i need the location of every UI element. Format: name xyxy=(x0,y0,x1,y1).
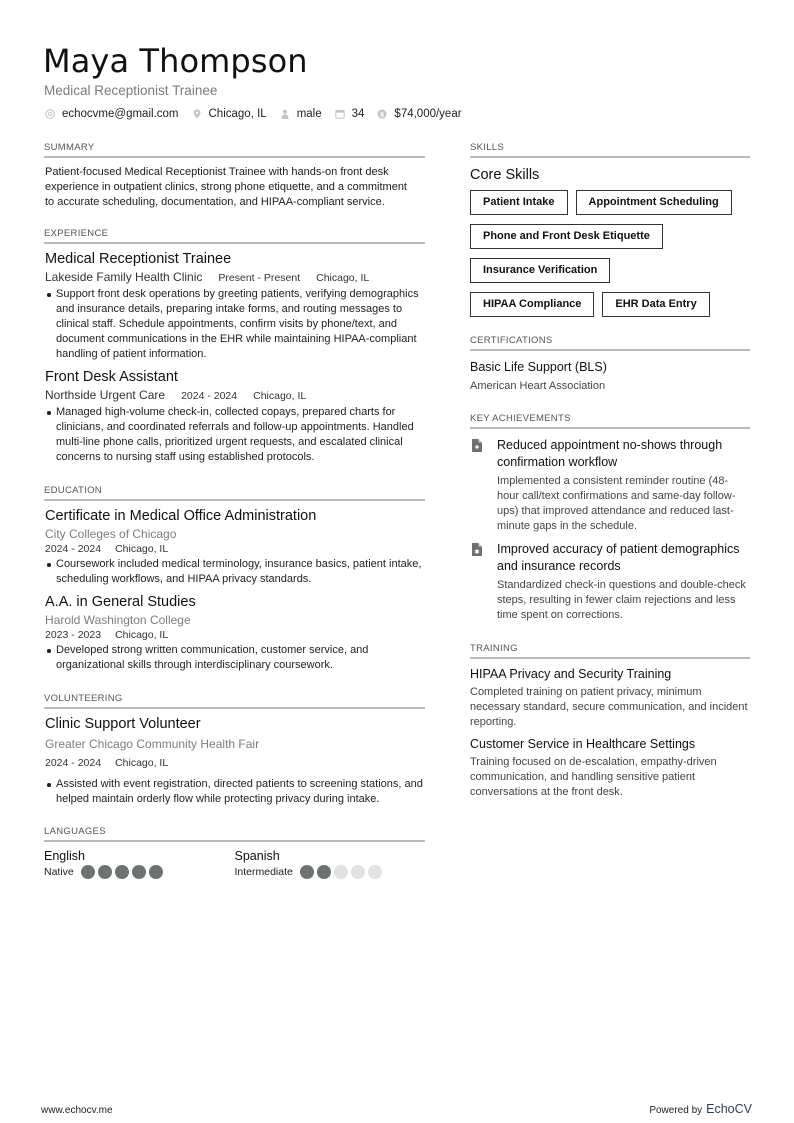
education-section xyxy=(44,485,425,673)
contact-email-value: echocvme@gmail.com xyxy=(62,108,179,120)
dot-filled xyxy=(132,865,146,879)
language-level: Intermediate xyxy=(234,866,293,878)
brand-link[interactable]: EchoCV xyxy=(706,1102,752,1116)
dot-filled xyxy=(81,865,95,879)
entry-title: A.A. in General Studies xyxy=(45,594,196,610)
training-item xyxy=(470,666,750,730)
training-title: Customer Service in Healthcare Settings xyxy=(470,737,696,751)
bullet-item: Assisted with event registration, directed patients to screening stations, and helped maintain orderly flow while protecting privacy during intake. xyxy=(45,777,425,807)
entry-meta xyxy=(45,388,425,402)
contact-age-value: 34 xyxy=(351,108,365,120)
entry-location: Chicago, IL xyxy=(115,629,169,641)
entry-meta xyxy=(45,756,425,770)
volunteering-section xyxy=(44,693,425,807)
language-level-row xyxy=(235,865,426,879)
dot-filled xyxy=(300,865,314,879)
education-entry xyxy=(44,507,425,587)
entry-bullets xyxy=(45,405,425,465)
language-list xyxy=(44,848,425,879)
section-heading: EXPERIENCE xyxy=(44,228,425,244)
skill-tags xyxy=(470,190,750,326)
section-heading: VOLUNTEERING xyxy=(44,693,425,709)
skill-tag: EHR Data Entry xyxy=(602,292,709,317)
entry-dates: Present - Present xyxy=(218,272,301,284)
achievement-title: Reduced appointment no-shows through confirmation workflow xyxy=(497,438,723,469)
language-level-row xyxy=(44,865,235,879)
section-heading: SKILLS xyxy=(470,142,750,158)
languages-section xyxy=(44,826,425,879)
achievements-section xyxy=(470,413,750,623)
language-level: Native xyxy=(44,866,74,878)
training-item xyxy=(470,736,750,800)
entry-dates: 2024 - 2024 xyxy=(181,390,238,402)
language-name: English xyxy=(44,849,85,863)
contact-gender-value: male xyxy=(296,108,322,120)
section-heading: LANGUAGES xyxy=(44,826,425,842)
experience-entry xyxy=(44,250,425,362)
dot-empty xyxy=(368,865,382,879)
location-pin-icon xyxy=(192,109,202,119)
dot-filled xyxy=(98,865,112,879)
contact-row xyxy=(45,108,475,120)
contact-salary xyxy=(377,108,461,120)
skill-tag: Appointment Scheduling xyxy=(576,190,732,215)
training-section xyxy=(470,643,750,800)
section-heading: CERTIFICATIONS xyxy=(470,335,750,351)
achievement-title: Improved accuracy of patient demographics and insurance records xyxy=(497,542,740,573)
entry-location: Chicago, IL xyxy=(115,543,169,555)
contact-gender xyxy=(280,108,322,120)
entry-title: Clinic Support Volunteer xyxy=(45,716,201,732)
powered-by-label: Powered by xyxy=(649,1105,703,1116)
training-title: HIPAA Privacy and Security Training xyxy=(470,667,672,681)
contact-email[interactable] xyxy=(45,108,179,120)
entry-meta xyxy=(45,270,425,284)
achievement-description: Implemented a consistent reminder routine (48-hour call/text confirmations and same-day follow-ups) that improved attendance and reduced last-minute gaps in the schedule. xyxy=(497,475,736,532)
skills-group-title: Core Skills xyxy=(470,167,540,183)
svg-text:$: $ xyxy=(380,110,385,119)
certification-issuer: American Heart Association xyxy=(470,380,606,392)
contact-age xyxy=(335,108,365,120)
education-entry xyxy=(44,593,425,673)
section-heading: SUMMARY xyxy=(44,142,425,158)
achievement-description: Standardized check-in questions and double-check steps, resulting in fewer claim rejections and less time spent on corrections. xyxy=(497,579,746,621)
experience-entry xyxy=(44,368,425,465)
certification-name: Basic Life Support (BLS) xyxy=(470,360,607,374)
entry-bullets xyxy=(45,777,425,807)
skill-tag: Insurance Verification xyxy=(470,258,610,283)
entry-dates: 2024 - 2024 xyxy=(45,543,102,555)
section-heading: TRAINING xyxy=(470,643,750,659)
section-heading: EDUCATION xyxy=(44,485,425,501)
right-column xyxy=(470,142,750,800)
experience-section xyxy=(44,228,425,465)
dot-empty xyxy=(351,865,365,879)
skill-tag: Patient Intake xyxy=(470,190,568,215)
entry-org: Greater Chicago Community Health Fair xyxy=(45,737,260,751)
entry-school: City Colleges of Chicago xyxy=(45,527,177,541)
dot-filled xyxy=(317,865,331,879)
summary-text: Patient-focused Medical Receptionist Trainee with hands-on front desk experience in outpatient clinics, strong phone etiquette, and a commitment to accurate scheduling, documentation, and HIPAA-compliant service. xyxy=(45,166,407,208)
candidate-name: Maya Thompson xyxy=(43,42,308,80)
achievement-item xyxy=(470,437,750,534)
entry-location: Chicago, IL xyxy=(316,272,370,284)
file-plus-icon xyxy=(470,437,497,534)
contact-location-value: Chicago, IL xyxy=(208,108,267,120)
entry-school: Harold Washington College xyxy=(45,613,191,627)
entry-meta xyxy=(45,628,425,642)
entry-bullets xyxy=(45,557,425,587)
bullet-item: Managed high-volume check-in, collected copays, prepared charts for clinicians, and coordinated referrals and follow-up appointments. Handled multi-line phone calls, prioritized urgent requests, and escalated clinical concerns to nursing staff using established protocols. xyxy=(45,405,425,465)
achievement-item xyxy=(470,541,750,623)
entry-dates: 2024 - 2024 xyxy=(45,757,102,769)
entry-org: Lakeside Family Health Clinic xyxy=(45,270,203,284)
entry-bullets xyxy=(45,287,425,362)
language-item xyxy=(44,848,235,879)
summary-section xyxy=(44,142,425,210)
certifications-section xyxy=(470,335,750,393)
dot-filled xyxy=(115,865,129,879)
language-name: Spanish xyxy=(234,849,280,863)
bullet-item: Developed strong written communication, customer service, and organizational skills through interdisciplinary coursework. xyxy=(45,643,425,673)
dollar-circle-icon xyxy=(377,109,387,119)
entry-org: Northside Urgent Care xyxy=(45,388,166,402)
volunteering-entry xyxy=(44,715,425,807)
proficiency-dots xyxy=(300,865,385,879)
entry-title: Front Desk Assistant xyxy=(45,369,178,385)
contact-salary-value: $74,000/year xyxy=(394,108,462,120)
footer-website-link[interactable]: www.echocv.me xyxy=(41,1105,113,1116)
candidate-title: Medical Receptionist Trainee xyxy=(44,83,218,98)
file-bug-icon xyxy=(470,541,497,623)
skill-tag: Phone and Front Desk Etiquette xyxy=(470,224,663,249)
dot-filled xyxy=(149,865,163,879)
left-column xyxy=(44,142,425,879)
proficiency-dots xyxy=(81,865,166,879)
training-description: Completed training on patient privacy, minimum necessary standard, secure communication, and incident reporting. xyxy=(470,686,748,728)
entry-title: Certificate in Medical Office Administration xyxy=(45,508,317,524)
calendar-icon xyxy=(335,109,345,119)
entry-meta xyxy=(45,542,425,556)
training-description: Training focused on de-escalation, empathy-driven communication, and handling sensitive patient conversations at the front desk. xyxy=(470,756,717,798)
skills-section xyxy=(470,142,750,326)
entry-location: Chicago, IL xyxy=(115,757,169,769)
dot-empty xyxy=(334,865,348,879)
language-item xyxy=(235,848,426,879)
entry-title: Medical Receptionist Trainee xyxy=(45,251,232,267)
bullet-item: Coursework included medical terminology, insurance basics, patient intake, scheduling workflows, and HIPAA privacy standards. xyxy=(45,557,425,587)
contact-location xyxy=(192,108,267,120)
at-icon xyxy=(45,109,55,119)
bullet-item: Support front desk operations by greeting patients, verifying demographics and insurance details, preparing intake forms, and routing messages to clinical staff. Schedule appointments, confirm visits by phone/text, and document communications in the EHR while maintaining HIPAA-compliant handling of patient information. xyxy=(45,287,425,362)
person-icon xyxy=(280,109,290,119)
entry-dates: 2023 - 2023 xyxy=(45,629,102,641)
skill-tag: HIPAA Compliance xyxy=(470,292,594,317)
entry-bullets xyxy=(45,643,425,673)
footer-powered-by xyxy=(649,1102,752,1116)
entry-location: Chicago, IL xyxy=(253,390,307,402)
section-heading: KEY ACHIEVEMENTS xyxy=(470,413,750,429)
